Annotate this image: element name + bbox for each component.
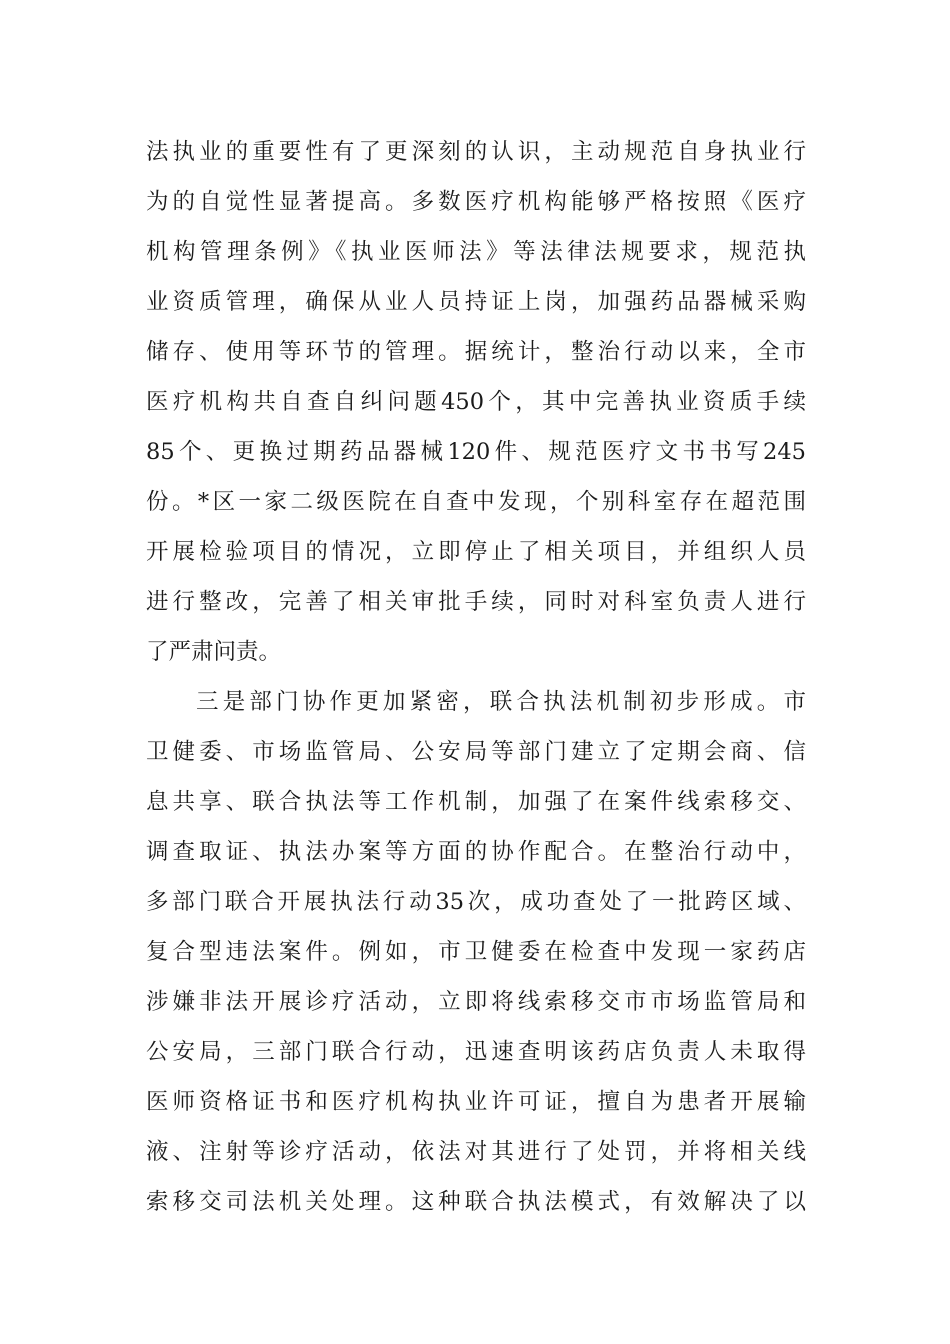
text-line: 业资质管理，确保从业人员持证上岗，加强药品器械采购 [146,289,806,315]
text-line: 进行整改，完善了相关审批手续，同时对科室负责人进行 [146,589,806,615]
text-line: 液、注射等诊疗活动，依法对其进行了处罚，并将相关线 [146,1139,806,1165]
text-line: 机构管理条例》《执业医师法》等法律法规要求，规范执 [146,239,806,265]
text-line: 公安局，三部门联合行动，迅速查明该药店负责人未取得 [146,1039,806,1065]
text-line: 份。*区一家二级医院在自查中发现，个别科室存在超范围 [146,489,806,515]
paragraph-first-line: 三是部门协作更加紧密，联合执法机制初步形成。市 [196,689,806,715]
text-line: 卫健委、市场监管局、公安局等部门建立了定期会商、信 [146,739,806,765]
text-line: 储存、使用等环节的管理。据统计，整治行动以来，全市 [146,339,806,365]
text-line: 医疗机构共自查自纠问题450个，其中完善执业资质手续 [146,389,806,415]
text-line: 85个、更换过期药品器械120件、规范医疗文书书写245 [146,439,806,465]
text-line: 复合型违法案件。例如，市卫健委在检查中发现一家药店 [146,939,806,965]
text-line: 法执业的重要性有了更深刻的认识，主动规范自身执业行 [146,139,806,165]
text-line: 了严肃问责。 [146,639,282,665]
text-line: 涉嫌非法开展诊疗活动，立即将线索移交市市场监管局和 [146,989,806,1015]
text-line: 多部门联合开展执法行动35次，成功查处了一批跨区域、 [146,889,806,915]
text-line: 调查取证、执法办案等方面的协作配合。在整治行动中， [146,839,806,865]
text-line: 索移交司法机关处理。这种联合执法模式，有效解决了以 [146,1189,806,1215]
text-line: 为的自觉性显著提高。多数医疗机构能够严格按照《医疗 [146,189,806,215]
text-line: 息共享、联合执法等工作机制，加强了在案件线索移交、 [146,789,806,815]
text-line: 开展检验项目的情况，立即停止了相关项目，并组织人员 [146,539,806,565]
text-line: 医师资格证书和医疗机构执业许可证，擅自为患者开展输 [146,1089,806,1115]
